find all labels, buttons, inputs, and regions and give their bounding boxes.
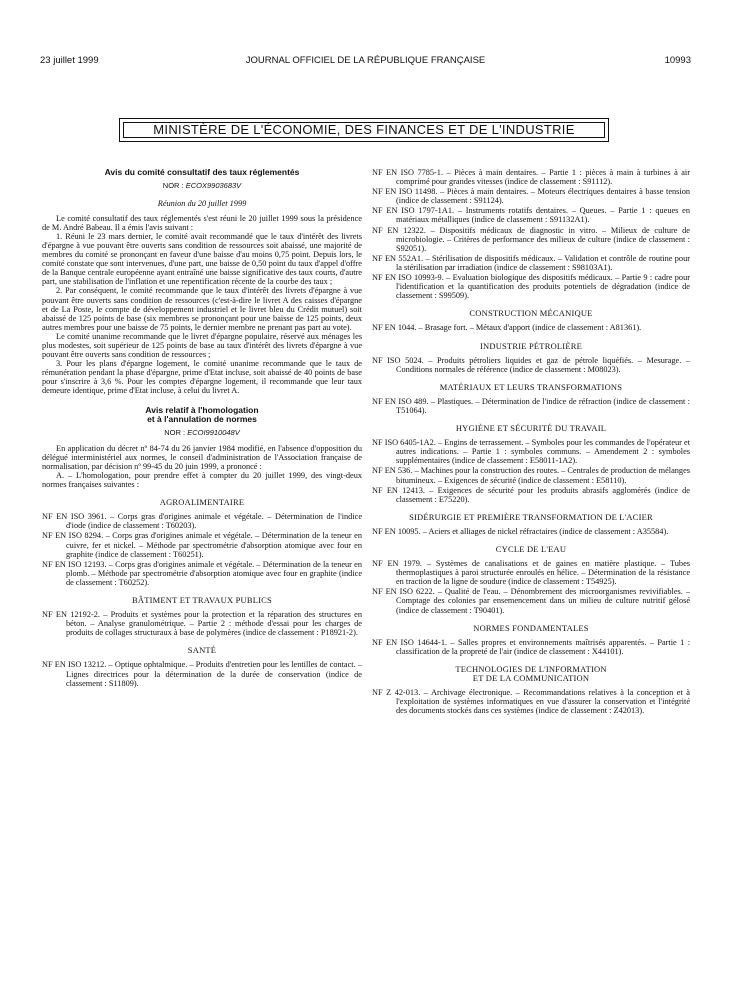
right-sections: [372, 168, 690, 715]
avis2-nor: [42, 428, 362, 437]
left-sections: [42, 498, 362, 688]
standard-entry: NF EN 1979. – Systèmes de canalisations et de gaines en matière plastique. – Tubes thermoplastiques à paroi structurée enroulés en hélice. – Détermination de la résistance en traction de la ligne de soudure (indice de classement : T54925).: [372, 559, 690, 587]
avis2-title-line2: et à l'annulation de normes: [147, 414, 257, 425]
ministry-title: MINISTÈRE DE L'ÉCONOMIE, DES FINANCES ET DE L'INDUSTRIE: [123, 122, 605, 138]
paragraph: A. – L'homologation, pour prendre effet à compter du 20 juillet 1999, des vingt-deux normes françaises suivantes :: [42, 470, 362, 490]
paragraph: En application du décret nº 84-74 du 26 janvier 1984 modifié, en l'absence d'opposition du délégué interministériel aux normes, le conseil d'administration de l'Association française de normalisation, par décision nº 99-45 du 20 juin 1999, a prononcé :: [42, 443, 362, 471]
standard-entry: NF EN ISO 1797-1A1. – Instruments rotatifs dentaires. – Queues. – Partie 1 : queues en matériaux métalliques (indice de classement : S91132A1).: [372, 206, 690, 225]
avis2-title-line1: Avis relatif à l'homologation: [145, 404, 259, 415]
ministry-box: [119, 118, 609, 142]
standard-entry: NF EN 12413. – Exigences de sécurité pour les produits abrasifs agglomérés (indice de classement : E75220).: [372, 485, 690, 504]
standard-entry: NF EN 1044. – Brasage fort. – Métaux d'apport (indice de classement : A81361).: [372, 323, 642, 333]
nor-label: NOR :: [164, 427, 186, 437]
section-heading: CYCLE DE L'EAU: [495, 544, 567, 554]
nor-code: ECOX9903683V: [185, 180, 242, 190]
paragraph: Le comité unanime recommande que le livret d'épargne populaire, réservé aux ménages les plus modestes, soit supérieur de 125 points de base au taux d'intérêt des livrets d'épargne à vue pouvant être ouverts sans condition de ressources ;: [42, 331, 362, 360]
standard-entry: NF EN ISO 489. – Plastiques. – Détermination de l'indice de réfraction (indice de classement : T51064).: [372, 396, 690, 415]
standard-entry: NF EN ISO 11498. – Pièces à main dentaires. – Moteurs électriques dentaires à basse tension (indice de classement : S91124).: [372, 187, 690, 206]
header-journal-title: JOURNAL OFFICIEL DE LA RÉPUBLIQUE FRANÇAISE: [245, 55, 486, 66]
section-heading: TECHNOLOGIES DE L'INFORMATION ET DE LA COMMUNICATION: [455, 663, 607, 684]
standard-entry: NF EN 10095. – Aciers et alliages de nickel réfractaires (indice de classement : A35584).: [372, 526, 669, 536]
left-column: [42, 168, 362, 689]
section-heading: AGROALIMENTAIRE: [159, 497, 245, 508]
section-heading: HYGIÈNE ET SÉCURITÉ DU TRAVAIL: [455, 423, 607, 434]
standard-entry: NF EN ISO 14644-1. – Salles propres et environnements maîtrisés apparentés. – Partie 1 : classification de la propreté de l'air (indice de classement : X44101).: [372, 637, 690, 656]
standard-entry: NF EN 12192-2. – Produits et systèmes pour la protection et la réparation des structures en béton. – Analyse granulométrique. – Partie 2 : méthode d'essai pour les charges de produits de collages structuraux à base de polymères (indice de classement : P18921-2).: [42, 610, 362, 638]
standard-entry: NF EN ISO 7785-1. – Pièces à main dentaires. – Partie 1 : pièces à main à turbines à air comprimé pour grandes vitesses (indice de classement : S91112).: [372, 168, 690, 187]
header-page-number: 10993: [664, 55, 691, 66]
standard-entry: NF EN 12322. – Dispositifs médicaux de diagnostic in vitro. – Milieux de culture de microbiologie. – Critères de performance des milieux de culture (indice de classement : S92051).: [372, 225, 690, 253]
reunion-date: Réunion du 20 juillet 1999: [157, 198, 247, 208]
section-heading: SANTÉ: [187, 645, 217, 656]
paragraph: Le comité consultatif des taux réglementés s'est réuni le 20 juillet 1999 sous la présidence de M. André Babeau. Il a émis l'avis suivant :: [42, 213, 362, 232]
paragraph: 2. Par conséquent, le comité recommande que le taux d'intérêt des livrets d'épargne à vue pouvant être ouverts sans condition de ressources (c'est-à-dire le livret A des caisses d'épargne et de La Poste, le compte de développement industriel et le livret bleu du Crédit mutuel) soit abaissé de 125 points de base (six membres se prononçant pour une baisse de 125 points, deux autres membres pour une baisse de 75 points, le dernier membre ne prenant pas part au vote).: [42, 286, 362, 332]
avis1-nor: [42, 181, 362, 190]
page-header: [40, 55, 691, 69]
standard-entry: NF EN ISO 3961. – Corps gras d'origines animale et végétale. – Détermination de l'indice d'iode (indice de classement : T60203).: [42, 512, 362, 531]
standard-entry: NF EN ISO 13212. – Optique ophtalmique. – Produits d'entretien pour les lentilles de contact. – Lignes directrices pour la détermination de la durée de conservation (indice de classement : S11809).: [42, 660, 362, 688]
section-heading: BÂTIMENT ET TRAVAUX PUBLICS: [132, 594, 272, 605]
standard-entry: NF ISO 5024. – Produits pétroliers liquides et gaz de pétrole liquéfiés. – Mesurage. – Conditions normales de référence (indice de classement : M08023).: [372, 355, 690, 374]
standard-entry: NF Z 42-013. – Archivage électronique. – Recommandations relatives à la conception et à l'exploitation de systèmes informatiques en vue d'assurer la conservation et l'intégrité des documents stockés dans ces systèmes (indice de classement : Z42013).: [372, 688, 690, 716]
standard-entry: NF EN ISO 10993-9. – Evaluation biologique des dispositifs médicaux. – Partie 9 : cadre pour l'identification et la quantification des produits potentiels de dégradation (indice de classement : S99509).: [372, 273, 690, 301]
paragraph: 1. Réuni le 23 mars dernier, le comité avait recommandé que le taux d'intérêt des livrets d'épargne à vue pouvant être ouverts sans condition de ressources soit abaissé, une majorité de membres du comité se prononçant en faveur d'une baisse d'au moins 0,75 point. Depuis lors, le comité constate que sont intervenues, d'une part, une baisse de 0,50 point du taux d'appel d'offre de la Banque centrale européenne ayant entraîné une baisse significative des taux courts, d'autre part, une stabilisation de l'inflation et une repentification récente de la courbe des taux ;: [42, 231, 362, 287]
nor-label: NOR :: [162, 180, 184, 190]
header-date: 23 juillet 1999: [40, 55, 99, 66]
standard-entry: NF EN ISO 8294. – Corps gras d'origines animale et végétale. – Détermination de la teneur en cuivre, fer et nickel. – Méthode par spectrométrie d'absorption atomique avec four en graphite (indice de classement : T60251).: [42, 531, 362, 559]
paragraph: 3. Pour les plans d'épargne logement, le comité unanime recommande que le taux de rémunération pendant la phase d'épargne, prime d'Etat incluse, soit abaissé de 40 points de base pour s'inscrire à 3,6 %. Pour les comptes d'épargne logement, il recommande que leur taux demeure identique, prime d'Etat incluse, à celui du livret A.: [42, 359, 362, 396]
standard-entry: NF EN ISO 6222. – Qualité de l'eau. – Dénombrement des microorganismes revivifiables. – Comptage des colonies par ensemencement dans un milieu de culture nutritif gélosé (indice de classement : T90401).: [372, 587, 690, 615]
nor-code: ECOI9910048V: [187, 427, 240, 437]
section-heading: INDUSTRIE PÉTROLIÈRE: [480, 340, 582, 351]
avis1-title: Avis du comité consultatif des taux réglementés: [104, 167, 300, 177]
standard-entry: NF EN 552A1. – Stérilisation de dispositifs médicaux. – Validation et contrôle de routine pour la stérilisation par irradiation (indice de classement : S98103A1).: [372, 253, 690, 272]
standard-entry: NF ISO 6405-1A2. – Engins de terrassement. – Symboles pour les commandes de l'opérateur et autres indications. – Partie 1 : symboles communs. – Amendement 2 : symboles supplémentaires (indice de classement : E58011-1A2).: [372, 438, 690, 466]
avis1-body: [42, 214, 362, 396]
section-heading: SIDÉRURGIE ET PREMIÈRE TRANSFORMATION DE L'ACIER: [409, 511, 653, 522]
section-heading: MATÉRIAUX ET LEURS TRANSFORMATIONS: [439, 381, 623, 392]
right-column: [372, 168, 690, 716]
standard-entry: NF EN 536. – Machines pour la construction des routes. – Centrales de production de mélanges bitumineux. – Exigences de sécurité (indice de classement : E58110).: [372, 466, 690, 485]
section-heading: NORMES FONDAMENTALES: [473, 622, 589, 633]
avis2-body: [42, 444, 362, 489]
standard-entry: NF EN ISO 12193. – Corps gras d'origines animale et végétale. – Détermination de la teneur en plomb. – Méthode par spectrométrie d'absorption atomique avec four en graphite (indice de classement : T60252).: [42, 559, 362, 587]
section-heading: CONSTRUCTION MÉCANIQUE: [469, 308, 593, 319]
